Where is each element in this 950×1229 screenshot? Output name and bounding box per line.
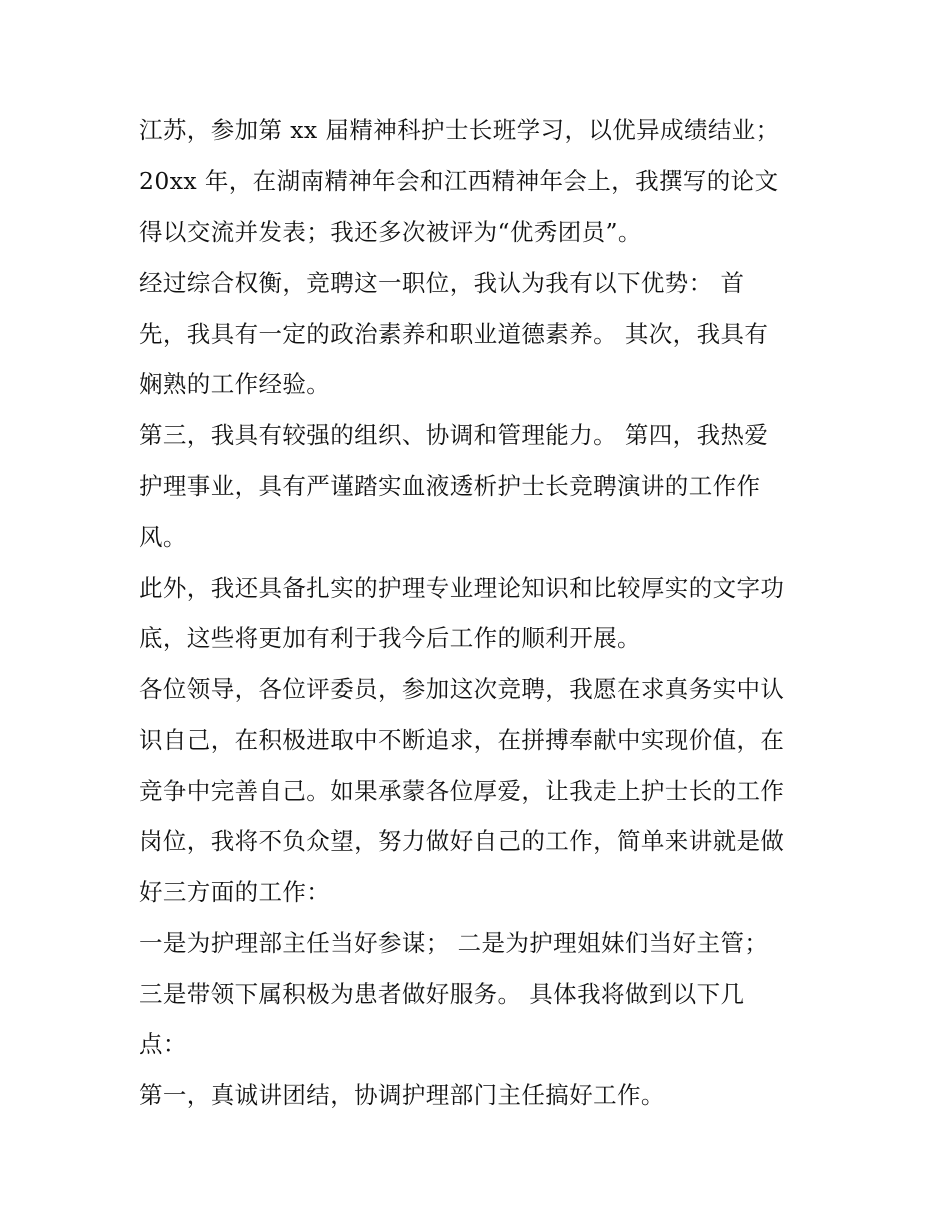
text-line: 竞争中完善自己。如果承蒙各位厚爱，让我走上护士长的工作 <box>139 777 785 805</box>
text-line: 一是为护理部主任当好参谋； 二是为护理姐妹们当好主管； <box>139 929 769 957</box>
text-line: 经过综合权衡，竞聘这一职位，我认为我有以下优势： 首 <box>139 269 745 297</box>
text-line: 第三，我具有较强的组织、协调和管理能力。 第四，我热爱 <box>139 421 769 449</box>
text-line: 各位领导，各位评委员，参加这次竞聘，我愿在求真务实中认 <box>139 675 785 703</box>
text-line: 先，我具有一定的政治素养和职业道德素养。 其次，我具有 <box>139 320 769 348</box>
text-line: 风。 <box>139 523 187 551</box>
text-line: 娴熟的工作经验。 <box>139 370 331 398</box>
text-line: 第一，真诚讲团结，协调护理部门主任搞好工作。 <box>139 1081 665 1109</box>
text-line: 护理事业，具有严谨踏实血液透析护士长竞聘演讲的工作作 <box>139 472 761 500</box>
text-line: 此外，我还具备扎实的护理专业理论知识和比较厚实的文字功 <box>139 574 785 602</box>
text-line: 岗位，我将不负众望，努力做好自己的工作，简单来讲就是做 <box>139 827 785 855</box>
text-line: 识自己，在积极进取中不断追求，在拼搏奉献中实现价值，在 <box>139 726 785 754</box>
text-line: 点： <box>139 1030 187 1058</box>
text-line: 三是带领下属积极为患者做好服务。 具体我将做到以下几 <box>139 980 745 1008</box>
text-line: 20xx 年，在湖南精神年会和江西精神年会上，我撰写的论文 <box>139 167 779 195</box>
text-line: 江苏，参加第 xx 届精神科护士长班学习，以优异成绩结业； <box>139 116 780 144</box>
text-line: 底，这些将更加有利于我今后工作的顺利开展。 <box>139 624 641 652</box>
text-line: 好三方面的工作： <box>139 878 331 906</box>
text-line: 得以交流并发表；我还多次被评为“优秀团员”。 <box>139 218 642 246</box>
